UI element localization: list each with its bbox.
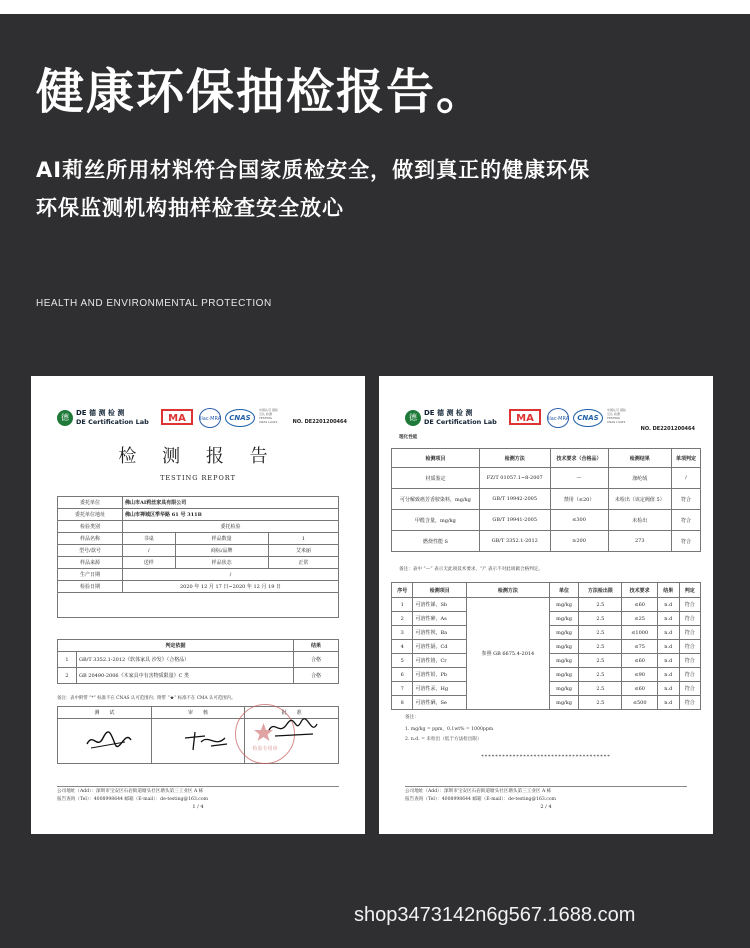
dark-panel xyxy=(0,14,750,948)
sample-info-table xyxy=(57,496,339,618)
note-1: 1. mg/kg = ppm，0.1wt% = 1000ppm xyxy=(405,727,494,732)
field-label: 委托单位地址 xyxy=(58,509,123,521)
field-label: 型号/款号 xyxy=(58,545,123,557)
table-cell: ≤60 xyxy=(622,654,658,668)
table-cell: 2.5 xyxy=(579,640,622,654)
table-cell: 符合 xyxy=(671,531,700,552)
table-row xyxy=(58,533,339,545)
table-cell: n.d xyxy=(658,668,679,682)
table-row xyxy=(58,668,339,684)
table-cell: n.d xyxy=(658,654,679,668)
heavy-metal-table xyxy=(391,582,701,710)
result-cell: 合格 xyxy=(294,652,339,668)
table-cell: 273 xyxy=(608,531,671,552)
table-cell: 2.5 xyxy=(579,626,622,640)
stamp-text: 检验专用章 xyxy=(252,746,278,752)
table-cell: 涤纶绒 xyxy=(608,468,671,489)
field-label: 样品来源 xyxy=(58,557,123,569)
row-index: 8 xyxy=(392,696,413,710)
column-header: 单项判定 xyxy=(671,449,700,468)
table-row xyxy=(392,531,701,552)
table-cell: 2.5 xyxy=(579,598,622,612)
table-cell: 符合 xyxy=(679,612,701,626)
table-cell: mg/kg xyxy=(549,696,579,710)
sign-header-test: 测 试 xyxy=(58,707,152,719)
table-row xyxy=(58,652,339,668)
test-item: 可溶性砷，As xyxy=(413,612,467,626)
row-index: 1 xyxy=(392,598,413,612)
table-cell: 2.5 xyxy=(579,682,622,696)
cnas-logo: CNAS xyxy=(573,409,603,427)
field-value: 送样 xyxy=(123,557,176,569)
table-row xyxy=(58,569,339,581)
test-item: 可溶性铅，Pb xyxy=(413,668,467,682)
shop-watermark: shop3473142n6g567.1688.com xyxy=(354,904,636,926)
table-cell: 符合 xyxy=(679,626,701,640)
row-index: 3 xyxy=(392,626,413,640)
table-row xyxy=(392,598,701,612)
table-row xyxy=(392,510,701,531)
row-index: 1 xyxy=(58,652,77,668)
table-cell: 未检出（该定阀值 5） xyxy=(608,489,671,510)
notes-title: 备注： xyxy=(405,715,419,720)
test-item: 可溶性钡，Ba xyxy=(413,626,467,640)
section-label: 理化性能 xyxy=(399,435,418,440)
row-index: 2 xyxy=(392,612,413,626)
field-label: 样品状态 xyxy=(175,557,268,569)
table-cell: ≤25 xyxy=(622,612,658,626)
report-title: 检 测 报 告 xyxy=(118,446,278,467)
field-value: 佛山市AI莉丝家具有限公司 xyxy=(123,497,339,509)
table-row xyxy=(58,581,339,593)
ilac-mra-logo: ilac·MRA xyxy=(199,408,221,428)
table-cell: n.d xyxy=(658,626,679,640)
footer-divider xyxy=(405,786,687,787)
standard-name: GB/T 3352.1-2012《软体家具 沙发》（合格品） xyxy=(77,652,294,668)
table-cell: 符合 xyxy=(679,640,701,654)
column-header: 检测项目 xyxy=(392,449,480,468)
cnas-note: 备注：表中附带 “*” 标准不在 CNAS 认可范围内；附带 “★” 标准不在 CMA 认可范围内。 xyxy=(57,696,236,701)
test-item: 可溶性硒，Se xyxy=(413,696,467,710)
table-cell: mg/kg xyxy=(549,626,579,640)
table-cell: 符合 xyxy=(679,598,701,612)
test-item: 可溶性锑，Sb xyxy=(413,598,467,612)
column-header: 技术要求（合格品） xyxy=(550,449,608,468)
subtitle-line-2: 环保监测机构抽样检查安全放心 xyxy=(36,196,344,220)
field-value: 委托检验 xyxy=(123,521,339,533)
table-row xyxy=(58,545,339,557)
field-value: 佛山市禅城区季华路 61 号 311B xyxy=(123,509,339,521)
de-logo-line2: DE Certification Lab xyxy=(424,418,497,426)
field-label: 委托单位 xyxy=(58,497,123,509)
column-header: 方法检出限 xyxy=(579,583,622,598)
table-cell: 禁用（≤20） xyxy=(550,489,608,510)
table-cell: mg/kg xyxy=(549,612,579,626)
signature-approver xyxy=(265,716,321,742)
test-item: 可溶性镉，Cd xyxy=(413,640,467,654)
table-row xyxy=(58,509,339,521)
report-number: NO. DE2201200464 xyxy=(292,419,347,425)
field-value: 2020 年 12 月 17 日~2020 年 12 月 19 日 xyxy=(123,581,339,593)
table-cell: ≤90 xyxy=(622,668,658,682)
table-cell: 2.5 xyxy=(579,668,622,682)
table-header-row xyxy=(392,449,701,468)
footer-contact: 报告查询（Tel）：4008998644 邮箱（E-mail）：de-testing@163.com xyxy=(57,797,208,802)
table-cell: ≤500 xyxy=(622,696,658,710)
field-label: 检验日期 xyxy=(58,581,123,593)
table-cell: mg/kg xyxy=(549,682,579,696)
de-lab-logo xyxy=(57,408,149,428)
de-logo-line1: DE 德 测 检 测 xyxy=(424,409,473,417)
note-2: 2. n.d. = 未检出（低于方法检出限） xyxy=(405,737,482,742)
table-cell: n.d xyxy=(658,696,679,710)
field-value: 艾米丽 xyxy=(268,545,338,557)
table-cell: n.d xyxy=(658,598,679,612)
table-cell: ≤300 xyxy=(550,510,608,531)
field-label: 样品数量 xyxy=(175,533,268,545)
signature-reviewer xyxy=(181,728,231,752)
certification-logo-row xyxy=(405,408,695,430)
table-cell: 2.5 xyxy=(579,612,622,626)
table-cell: n.d xyxy=(658,682,679,696)
table-cell: mg/kg xyxy=(549,598,579,612)
cnas-caption: 中国认可 国际互认 检测 TESTING CNAS L4421 xyxy=(259,408,278,424)
table-cell: 未检出 xyxy=(608,510,671,531)
table-header-row xyxy=(392,583,701,598)
table-cell: ≤60 xyxy=(622,682,658,696)
english-caption: HEALTH AND ENVIRONMENTAL PROTECTION xyxy=(36,298,272,309)
table-cell: 可分解致癌芳香胺染料，mg/kg xyxy=(392,489,480,510)
subtitle-line-1: AI莉丝所用材料符合国家质检安全，做到真正的健康环保 xyxy=(36,158,591,182)
column-header: 判定 xyxy=(679,583,701,598)
result-cell: 合格 xyxy=(294,668,339,684)
row-index: 6 xyxy=(392,668,413,682)
table-row xyxy=(392,468,701,489)
table-cell: n.d xyxy=(658,612,679,626)
table-cell: mg/kg xyxy=(549,668,579,682)
page-number: 2 / 4 xyxy=(540,804,552,810)
judgment-basis-table xyxy=(57,639,339,684)
row-index: 7 xyxy=(392,682,413,696)
column-header: 检测方法 xyxy=(467,583,550,598)
field-value: 正常 xyxy=(268,557,338,569)
field-label: 检验类别 xyxy=(58,521,123,533)
field-label: 样品名称 xyxy=(58,533,123,545)
table-cell: 甲醛含量，mg/kg xyxy=(392,510,480,531)
table-cell: 符合 xyxy=(679,654,701,668)
de-emblem-icon: 德 xyxy=(405,410,421,426)
table1-note: 备注：表中 “—” 表示无此项技术要求，“/” 表示不对此项做合格判定。 xyxy=(399,567,543,572)
ilac-mra-logo: ilac·MRA xyxy=(547,408,569,428)
table-cell: ≤75 xyxy=(622,640,658,654)
signature-tester xyxy=(85,728,135,752)
table-cell: mg/kg xyxy=(549,640,579,654)
certification-logo-row xyxy=(57,408,347,430)
field-value: / xyxy=(123,545,176,557)
table-cell: 材质鉴定 xyxy=(392,468,480,489)
report-subtitle: TESTING REPORT xyxy=(160,474,236,482)
column-header: 结果 xyxy=(658,583,679,598)
table-row xyxy=(58,557,339,569)
column-header: 序号 xyxy=(392,583,413,598)
page-title: 健康环保抽检报告。 xyxy=(36,64,487,120)
de-lab-logo xyxy=(405,408,497,428)
report-number: NO. DE2201200464 xyxy=(640,426,695,432)
footer-contact: 报告查询（Tel）：4008998644 邮箱（E-mail）：de-testing@163.com xyxy=(405,797,556,802)
test-report-page-2 xyxy=(379,376,713,834)
table-cell: n.d xyxy=(658,640,679,654)
table-cell: 符合 xyxy=(679,682,701,696)
sign-header-approve: 批 准 xyxy=(245,707,339,719)
column-header: 技术要求 xyxy=(622,583,658,598)
table-cell: / xyxy=(671,468,700,489)
row-index: 4 xyxy=(392,640,413,654)
table-cell: 符合 xyxy=(679,668,701,682)
table-cell: 燃烧性能 S xyxy=(392,531,480,552)
table-cell: GB/T 3352.1-2012 xyxy=(479,531,550,552)
table-cell: — xyxy=(550,468,608,489)
column-header: 单位 xyxy=(549,583,579,598)
cma-logo: MA xyxy=(509,409,541,425)
column-header: 检测方法 xyxy=(479,449,550,468)
table-cell: 符合 xyxy=(671,489,700,510)
cnas-caption: 中国认可 国际互认 检测 TESTING CNAS L4421 xyxy=(607,408,626,424)
table-cell: 符合 xyxy=(679,696,701,710)
column-header: 检测结果 xyxy=(608,449,671,468)
table-cell: 2.5 xyxy=(579,696,622,710)
end-line: ************************************* xyxy=(481,754,611,760)
test-method: 参照 GB 6675.4-2014 xyxy=(467,598,550,710)
table-row xyxy=(392,489,701,510)
field-label: 生产日期 xyxy=(58,569,123,581)
column-header: 结果 xyxy=(294,640,339,652)
column-header: 检测项目 xyxy=(413,583,467,598)
test-report-page-1 xyxy=(31,376,365,834)
row-index: 2 xyxy=(58,668,77,684)
row-index: 5 xyxy=(392,654,413,668)
table-cell: GB/T 19942-2005 xyxy=(479,489,550,510)
table-cell: 符合 xyxy=(671,510,700,531)
table-cell: mg/kg xyxy=(549,654,579,668)
field-value: 书桌 xyxy=(123,533,176,545)
table-cell: GB/T 19941-2005 xyxy=(479,510,550,531)
de-logo-line2: DE Certification Lab xyxy=(76,418,149,426)
cnas-logo: CNAS xyxy=(225,409,255,427)
table-cell: ≤60 xyxy=(622,598,658,612)
footer-divider xyxy=(57,786,339,787)
footer-address: 公司地址（Add）：深圳市宝安区石岩街道塘头社区塘头第三工业区 A 栋 xyxy=(405,789,552,794)
table-cell: ≥200 xyxy=(550,531,608,552)
field-value: 1 xyxy=(268,533,338,545)
de-emblem-icon: 德 xyxy=(57,410,73,426)
physical-chemical-table xyxy=(391,448,701,552)
sign-header-review: 审 核 xyxy=(151,707,245,719)
de-logo-line1: DE 德 测 检 测 xyxy=(76,409,125,417)
table-row xyxy=(58,521,339,533)
cma-logo: MA xyxy=(161,409,193,425)
table-cell: FZ/T 01057.1~8-2007 xyxy=(479,468,550,489)
footer-address: 公司地址（Add）：深圳市宝安区石岩街道塘头社区塘头第三工业区 A 栋 xyxy=(57,789,204,794)
table-cell: 2.5 xyxy=(579,654,622,668)
page-number: 1 / 4 xyxy=(192,804,204,810)
table-cell: ≤1000 xyxy=(622,626,658,640)
table-row xyxy=(58,497,339,509)
field-value: / xyxy=(123,569,339,581)
test-item: 可溶性汞，Hg xyxy=(413,682,467,696)
standard-name: GB 20490-2006《木家具中有害物质限量》C 类 xyxy=(77,668,294,684)
test-item: 可溶性铬，Cr xyxy=(413,654,467,668)
table-header-row xyxy=(58,640,339,652)
field-label: 商标/品牌 xyxy=(175,545,268,557)
column-header: 判定依据 xyxy=(58,640,294,652)
